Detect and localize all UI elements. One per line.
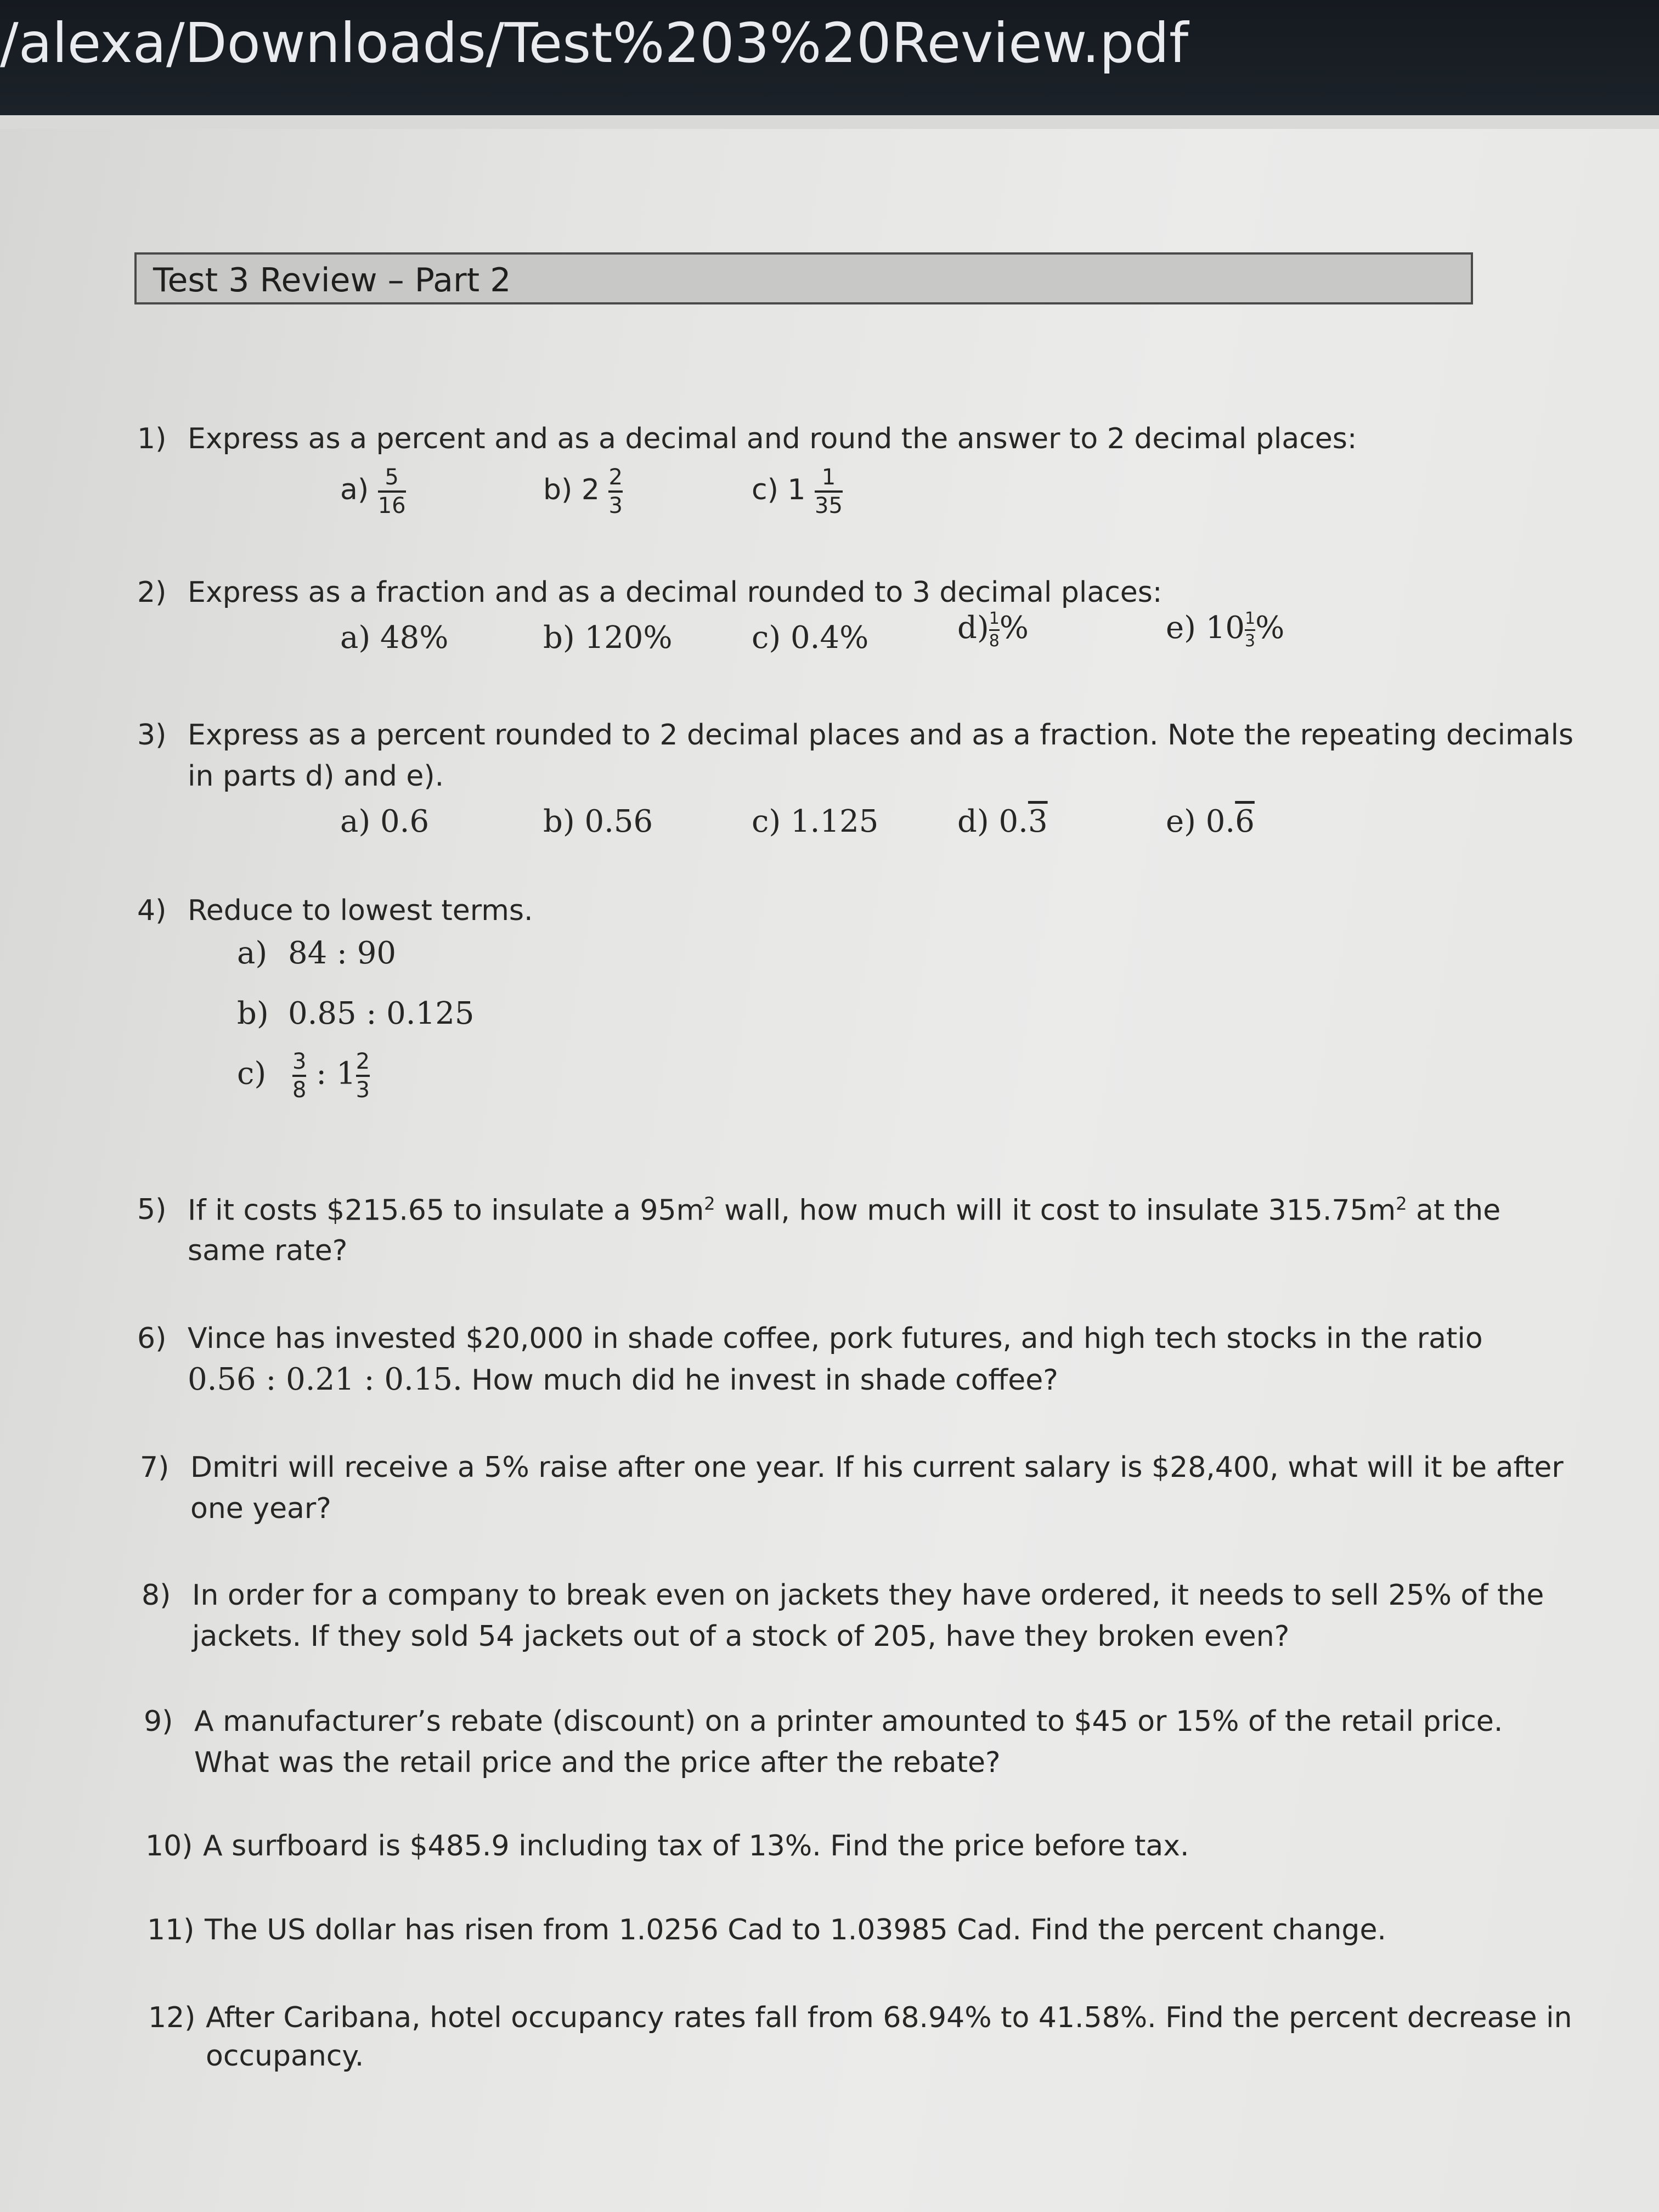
q12-text-line2: occupancy. (206, 2040, 364, 2073)
q3-text-line1: Express as a percent rounded to 2 decimal places and as a fraction. Note the repeating decimals (188, 719, 1574, 752)
q4-a-label: a) (237, 935, 268, 971)
q3-d-prefix: d) 0. (957, 804, 1028, 839)
q5-part3: at the (1407, 1194, 1501, 1227)
q5-exponent2: 2 (1396, 1193, 1407, 1214)
q12-text-line1: After Caribana, hotel occupancy rates fall from 68.94% to 41.58%. Find the percent decrease in (206, 2001, 1572, 2034)
q2-part-b: b) 120% (543, 620, 673, 656)
q8-text-line2: jackets. If they sold 54 jackets out of a stock of 205, have they broken even? (192, 1620, 1290, 1653)
q4-number: 4) (137, 894, 167, 927)
q4-c-f1-num: 3 (292, 1049, 307, 1074)
q5-text-line2: same rate? (188, 1234, 348, 1267)
q1-c-label: c) 1 (752, 473, 806, 506)
q2-text: Express as a fraction and as a decimal rounded to 3 decimal places: (188, 576, 1163, 609)
q3-part-d (957, 804, 1048, 839)
q7-text-line1: Dmitri will receive a 5% raise after one year. If his current salary is $28,400, what will it be after (190, 1451, 1564, 1484)
q1-c-den: 35 (815, 493, 843, 518)
q1-part-c (752, 466, 843, 517)
q6-text-line2 (188, 1362, 1058, 1397)
q2-e-fraction (1245, 611, 1255, 650)
page-title: Test 3 Review – Part 2 (153, 261, 511, 300)
q2-part-c: c) 0.4% (752, 620, 869, 656)
q4-c-fraction2 (356, 1051, 370, 1101)
q8-number: 8) (142, 1579, 171, 1612)
q10-number: 10) (145, 1830, 193, 1863)
q1-a-fraction (378, 466, 406, 517)
q6-question: How much did he invest in shade coffee? (462, 1364, 1058, 1397)
browser-address-bar[interactable] (0, 0, 1659, 115)
q2-d-den: 8 (989, 631, 1000, 651)
q1-text: Express as a percent and as a decimal and round the answer to 2 decimal places: (188, 422, 1357, 455)
q5-part2: wall, how much will it cost to insulate 315.75m (715, 1194, 1396, 1227)
q3-part-c: c) 1.125 (752, 804, 879, 839)
q1-part-a (340, 466, 406, 517)
q7-number: 7) (140, 1451, 170, 1484)
q10-text: A surfboard is $485.9 including tax of 13%. Find the price before tax. (203, 1830, 1189, 1863)
q1-c-num: 1 (821, 465, 836, 490)
q6-text-line1: Vince has invested $20,000 in shade coffee, pork futures, and high tech stocks in the ratio (188, 1322, 1483, 1355)
q3-part-a: a) 0.6 (340, 804, 430, 839)
q4-a-value: 84 : 90 (288, 935, 396, 971)
q12-number: 12) (148, 2001, 196, 2034)
q11-number: 11) (147, 1914, 195, 1946)
title-box (134, 252, 1473, 304)
q1-a-label: a) (340, 473, 369, 506)
q1-b-fraction (608, 466, 622, 517)
q4-c-f1-den: 8 (292, 1077, 307, 1103)
q2-number: 2) (137, 576, 167, 609)
q2-part-e (1166, 610, 1284, 650)
q3-text-line2: in parts d) and e). (188, 760, 444, 793)
q2-e-suffix: % (1255, 610, 1285, 646)
q2-part-d (957, 610, 1029, 650)
q2-e-num: 1 (1245, 609, 1256, 628)
q4-b-label: b) (237, 996, 269, 1031)
q2-d-fraction (989, 611, 1000, 650)
q1-b-label: b) 2 (543, 473, 600, 506)
q5-text-line1 (188, 1193, 1500, 1227)
q2-e-label: e) 10 (1166, 610, 1245, 646)
q5-exponent1: 2 (704, 1193, 715, 1214)
q1-b-num: 2 (608, 465, 623, 490)
q4-c-f2-den: 3 (356, 1077, 370, 1103)
q2-part-a: a) 48% (340, 620, 449, 656)
q7-text-line2: one year? (190, 1492, 331, 1525)
q9-text-line2: What was the retail price and the price after the rebate? (194, 1746, 1001, 1779)
q9-text-line1: A manufacturer’s rebate (discount) on a printer amounted to $45 or 15% of the retail price. (194, 1705, 1503, 1738)
q4-text: Reduce to lowest terms. (188, 894, 533, 927)
q2-e-den: 3 (1245, 631, 1256, 651)
q6-ratio: 0.56 : 0.21 : 0.15. (188, 1362, 462, 1397)
q2-d-label: d) (957, 610, 989, 646)
q4-c-colon: : (316, 1056, 327, 1092)
q1-b-den: 3 (608, 493, 623, 518)
q5-number: 5) (137, 1193, 167, 1226)
q3-e-repeating-digit: 6 (1235, 804, 1255, 839)
q3-d-repeating-digit: 3 (1028, 804, 1048, 839)
q5-part1: If it costs $215.65 to insulate a 95m (188, 1194, 704, 1227)
q2-d-num: 1 (989, 609, 1000, 628)
q3-part-e (1166, 804, 1255, 839)
q3-number: 3) (137, 719, 167, 752)
q1-number: 1) (137, 422, 167, 455)
q6-number: 6) (137, 1322, 167, 1355)
q8-text-line1: In order for a company to break even on jackets they have ordered, it needs to sell 25% of the (192, 1579, 1544, 1612)
q4-c-fraction1 (292, 1051, 306, 1101)
q1-part-b (543, 466, 623, 517)
q9-number: 9) (144, 1705, 173, 1738)
q2-d-suffix: % (999, 610, 1029, 646)
q11-text: The US dollar has risen from 1.0256 Cad to 1.03985 Cad. Find the percent change. (205, 1914, 1386, 1946)
q4-c-f2-num: 2 (356, 1049, 370, 1074)
q4-c-label: c) (237, 1056, 267, 1092)
q4-c-whole: 1 (336, 1056, 356, 1092)
q3-e-prefix: e) 0. (1166, 804, 1235, 839)
q1-a-den: 16 (377, 493, 406, 518)
q1-c-fraction (815, 466, 843, 517)
q3-part-b: b) 0.56 (543, 804, 653, 839)
q4-part-c (237, 1051, 370, 1101)
q4-b-value: 0.85 : 0.125 (288, 996, 475, 1031)
file-path[interactable]: /alexa/Downloads/Test%203%20Review.pdf (0, 11, 1189, 75)
q1-a-num: 5 (385, 465, 399, 490)
